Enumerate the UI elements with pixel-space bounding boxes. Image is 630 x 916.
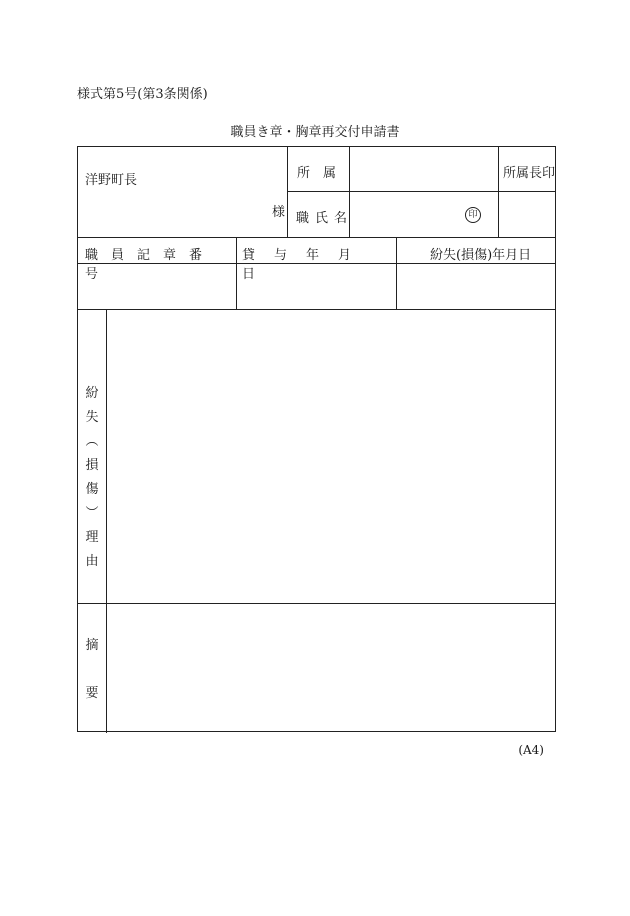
document-title: 職員き章・胸章再交付申請書 xyxy=(230,125,400,140)
divider xyxy=(498,147,499,237)
remarks-label xyxy=(82,639,102,735)
label-char: 要 xyxy=(85,686,99,701)
dept-head-seal-label: 所属長印 xyxy=(503,166,556,181)
affiliation-label xyxy=(297,162,345,181)
loss-date-label: 紛失(損傷)年月日 xyxy=(430,248,532,263)
divider xyxy=(78,263,556,264)
label-char: 失 xyxy=(85,410,99,425)
reason-label xyxy=(82,387,102,579)
application-form-table xyxy=(77,146,556,732)
divider xyxy=(396,237,397,309)
label-char: 摘 xyxy=(85,638,99,653)
paper-size-note: (A4) xyxy=(518,743,544,757)
label-char: 紛 xyxy=(85,386,99,401)
divider xyxy=(78,603,556,604)
issue-date-label-text: 貸与年月日 xyxy=(242,248,371,282)
divider xyxy=(498,191,556,192)
seal-mark-icon: 印 xyxy=(465,207,481,223)
divider xyxy=(78,237,556,238)
divider xyxy=(287,147,288,237)
badge-number-label-text: 職員記章番号 xyxy=(85,248,216,282)
label-char: 傷 xyxy=(85,482,99,497)
divider xyxy=(106,309,107,733)
form-number: 様式第5号(第3条関係) xyxy=(77,87,208,102)
honorific: 様 xyxy=(272,205,286,220)
divider xyxy=(236,237,237,309)
name-label: 職氏名 xyxy=(296,211,354,226)
label-char: 由 xyxy=(85,554,99,569)
affiliation-label-text: 所 属 xyxy=(297,166,337,181)
label-char: 理 xyxy=(85,530,99,545)
label-char: 損 xyxy=(85,458,99,473)
divider xyxy=(287,191,498,192)
label-char: ︶ xyxy=(85,506,99,521)
divider xyxy=(78,309,556,310)
recipient-name: 洋野町長 xyxy=(85,173,138,188)
label-char: ︵ xyxy=(85,434,99,449)
